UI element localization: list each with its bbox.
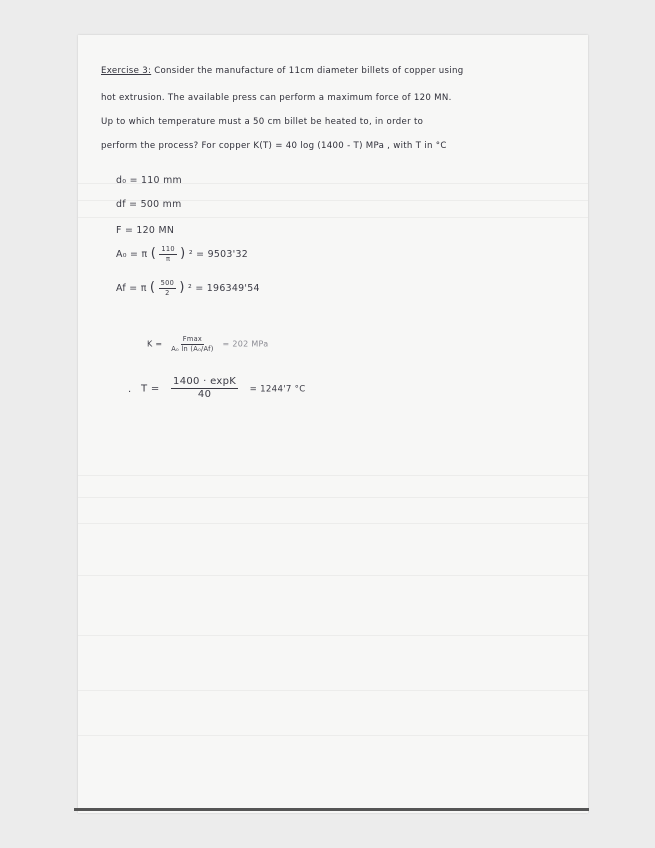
k-fraction-numerator: Fmax bbox=[182, 335, 203, 343]
af-fraction bbox=[159, 280, 177, 296]
bullet-dot: . bbox=[128, 383, 132, 395]
k-lhs: K = bbox=[147, 339, 163, 349]
t-rhs: = 1244'7 °C bbox=[249, 384, 306, 395]
exercise-line-1 bbox=[101, 66, 463, 76]
exercise-line-2: hot extrusion. The available press can perform a maximum force of 120 MN. bbox=[101, 93, 452, 103]
bleed-through-line bbox=[78, 523, 588, 524]
open-paren: ( bbox=[150, 246, 157, 261]
exercise-line-3: Up to which temperature must a 50 cm billet be heated to, in order to bbox=[101, 117, 424, 127]
bleed-through-line bbox=[78, 497, 588, 498]
bleed-through-line bbox=[78, 217, 588, 218]
d0-line: d₀ = 110 mm bbox=[116, 175, 182, 186]
k-equation bbox=[147, 336, 269, 352]
open-paren: ( bbox=[149, 280, 156, 295]
force-line: F = 120 MN bbox=[116, 225, 175, 236]
t-fraction-numerator: 1400 · expK bbox=[173, 376, 237, 387]
bleed-through-line bbox=[78, 475, 588, 476]
t-lhs: T = bbox=[140, 383, 160, 395]
k-fraction bbox=[171, 336, 213, 352]
k-rhs: = 202 MPa bbox=[222, 339, 269, 349]
scanned-page bbox=[78, 35, 588, 813]
exercise-line-1-text: Consider the manufacture of 11cm diameter billets of copper using bbox=[154, 66, 464, 76]
exercise-line-4: perform the process? For copper K(T) = 40 log (1400 - T) MPa , with T in °C bbox=[101, 141, 447, 151]
af-lhs: Af = π bbox=[116, 283, 147, 294]
af-equation bbox=[116, 280, 260, 297]
a0-fraction bbox=[159, 246, 177, 262]
t-fraction-denominator: 40 bbox=[197, 389, 212, 400]
af-fraction-numerator: 500 bbox=[160, 279, 175, 288]
a0-fraction-denominator: π bbox=[165, 255, 171, 263]
a0-fraction-numerator: 110 bbox=[161, 245, 175, 254]
t-equation bbox=[128, 377, 306, 400]
a0-rhs: ² = 9503'32 bbox=[188, 249, 249, 260]
bleed-through-line bbox=[78, 575, 588, 576]
bleed-through-line bbox=[78, 735, 588, 736]
bleed-through-line bbox=[78, 635, 588, 636]
page-bottom-edge bbox=[74, 808, 589, 811]
a0-equation bbox=[116, 246, 248, 263]
t-fraction bbox=[171, 377, 238, 400]
close-paren: ) bbox=[179, 280, 185, 295]
close-paren: ) bbox=[180, 246, 186, 261]
df-line: df = 500 mm bbox=[116, 199, 182, 210]
af-fraction-denominator: 2 bbox=[165, 289, 170, 297]
exercise-label: Exercise 3: bbox=[101, 66, 152, 76]
bleed-through-line bbox=[78, 690, 588, 691]
af-rhs: ² = 196349'54 bbox=[188, 283, 260, 294]
a0-lhs: A₀ = π bbox=[116, 249, 148, 260]
k-fraction-denominator: A₀ ln (A₀/Af) bbox=[171, 344, 214, 353]
